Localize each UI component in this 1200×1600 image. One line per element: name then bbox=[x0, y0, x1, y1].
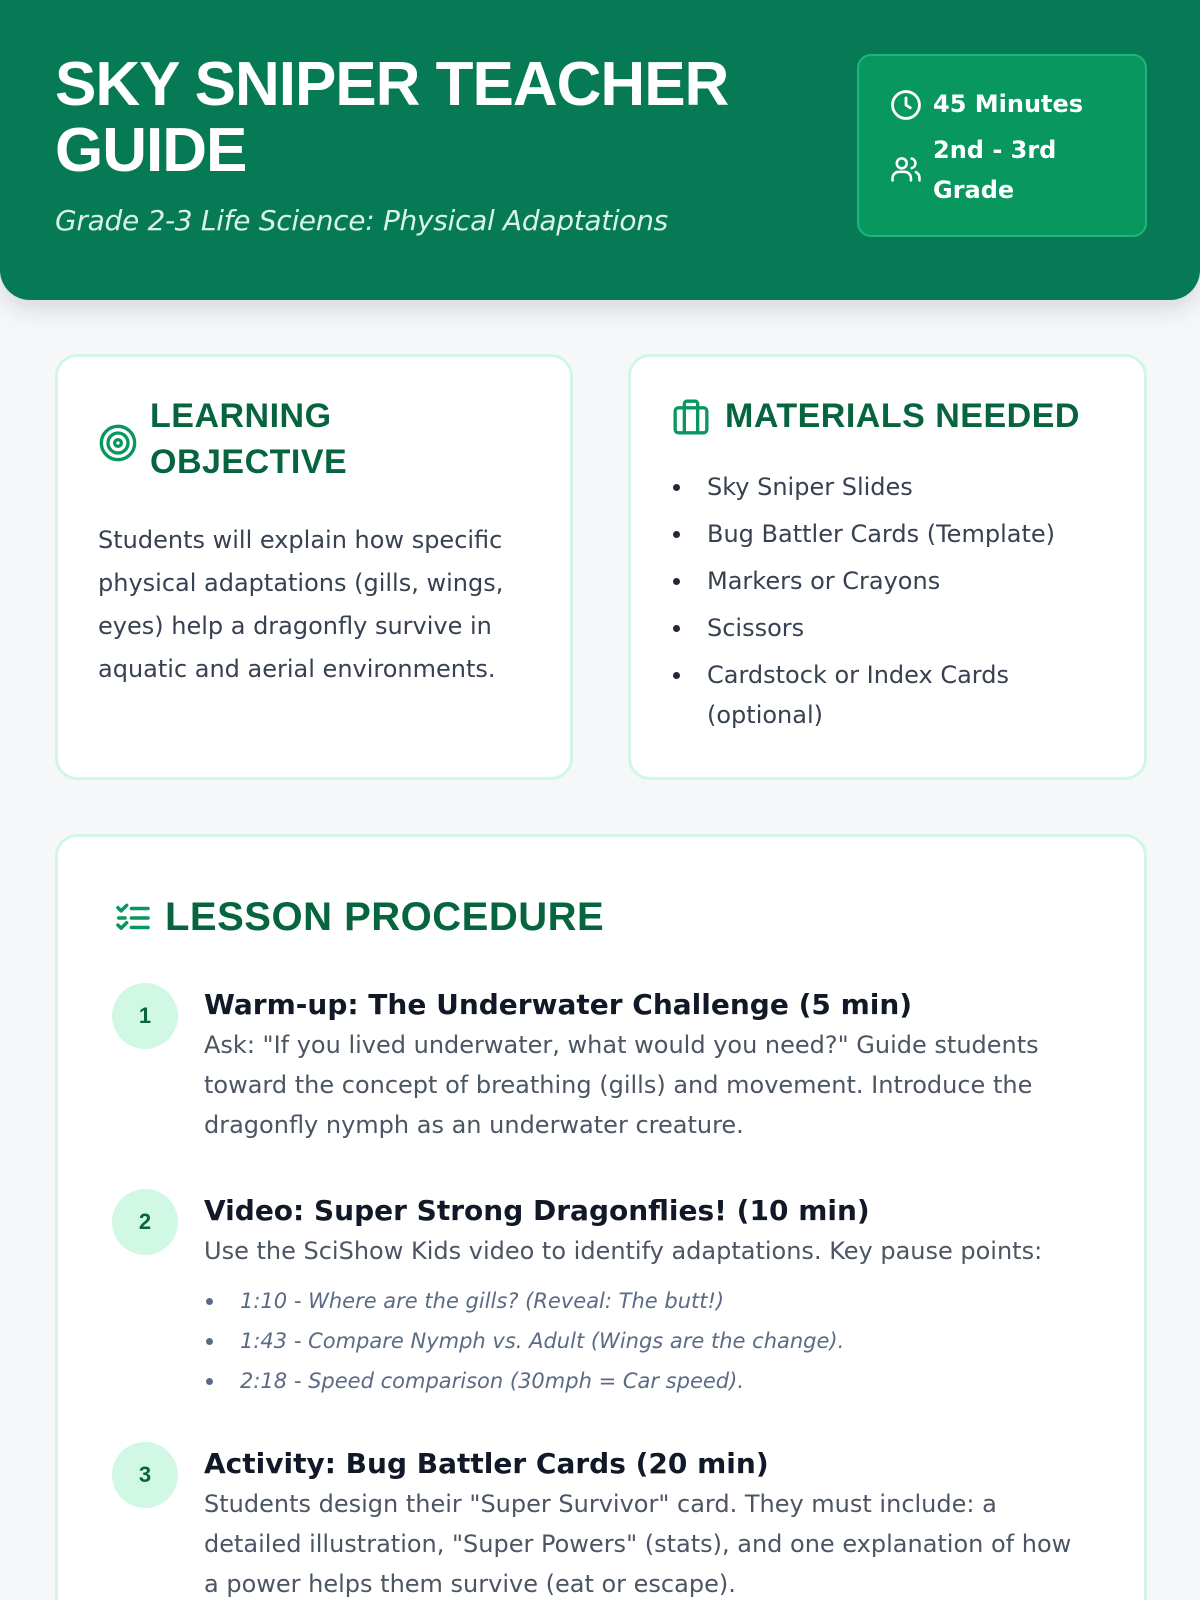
briefcase-icon bbox=[671, 397, 711, 437]
step-description: Ask: "If you lived underwater, what would you need?" Guide students toward the concept of breathing (gills) and movement. Introduce the dragonfly nymph as an underwater creature. bbox=[204, 1031, 1039, 1139]
header-banner bbox=[0, 0, 1200, 300]
lesson-procedure-card bbox=[55, 834, 1147, 1600]
step-description: Students design their "Super Survivor" card. They must include: a detailed illustration, "Super Powers" (stats), and one explanation of how a power helps them survive (eat or escape). bbox=[204, 1490, 1072, 1598]
duration-row bbox=[889, 84, 1083, 124]
clock-icon bbox=[889, 88, 923, 122]
step-number-badge: 3 bbox=[112, 1442, 178, 1508]
list-item: Scissors bbox=[671, 608, 1111, 648]
list-item: Bug Battler Cards (Template) bbox=[671, 514, 1111, 554]
list-item: Cardstock or Index Cards (optional) bbox=[671, 655, 1111, 735]
pause-point: 1:43 - Compare Nymph vs. Adult (Wings are the change). bbox=[204, 1321, 844, 1361]
grade-text: 2nd - 3rd Grade bbox=[933, 136, 1057, 204]
page-title: SKY SNIPER TEACHER GUIDE bbox=[55, 50, 729, 185]
procedure-heading: LESSON PROCEDURE bbox=[165, 895, 605, 939]
step-description: Use the SciShow Kids video to identify adaptations. Key pause points: bbox=[204, 1237, 1043, 1265]
step-title: Activity: Bug Battler Cards (20 min) bbox=[204, 1447, 769, 1480]
list-item: Markers or Crayons bbox=[671, 561, 1111, 601]
pause-point: 1:10 - Where are the gills? (Reveal: The butt!) bbox=[204, 1281, 844, 1321]
duration-text: 45 Minutes bbox=[933, 90, 1084, 118]
materials-heading: MATERIALS NEEDED bbox=[725, 397, 1080, 435]
step-number-badge: 2 bbox=[112, 1189, 178, 1255]
pause-point: 2:18 - Speed comparison (30mph = Car speed). bbox=[204, 1361, 844, 1401]
materials-card bbox=[628, 354, 1147, 780]
grade-row bbox=[889, 130, 1063, 210]
pause-points-list bbox=[204, 1281, 844, 1401]
list-item: Sky Sniper Slides bbox=[671, 467, 1111, 507]
step-number-badge: 1 bbox=[112, 983, 178, 1049]
learning-objective-card bbox=[55, 354, 573, 780]
lesson-meta-box bbox=[857, 54, 1147, 237]
materials-list bbox=[671, 467, 1111, 742]
step-title: Warm-up: The Underwater Challenge (5 min) bbox=[204, 988, 913, 1021]
page-subtitle: Grade 2-3 Life Science: Physical Adaptations bbox=[55, 204, 668, 237]
target-icon bbox=[98, 423, 138, 463]
objective-text: Students will explain how specific physical adaptations (gills, wings, eyes) help a dragonfly survive in aquatic and aerial environments. bbox=[98, 526, 504, 683]
checklist-icon bbox=[114, 899, 152, 937]
objective-heading: LEARNING OBJECTIVE bbox=[150, 397, 348, 481]
step-title: Video: Super Strong Dragonflies! (10 min) bbox=[204, 1194, 870, 1227]
users-icon bbox=[889, 152, 923, 186]
